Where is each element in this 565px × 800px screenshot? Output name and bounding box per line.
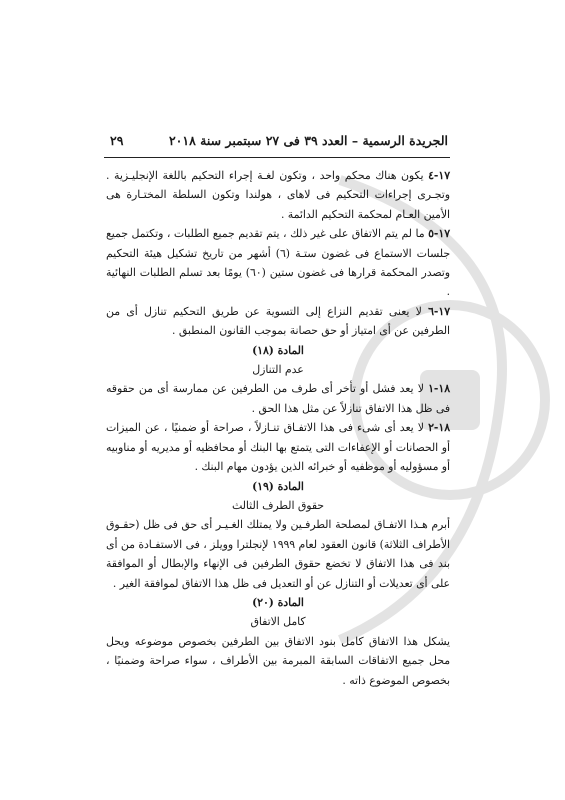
clause-number: ١٨-١ xyxy=(428,382,450,396)
clause-number: ١٧-٤ xyxy=(428,169,450,182)
page-header xyxy=(108,133,448,153)
clause-17-4 xyxy=(106,166,450,224)
clause-18-1 xyxy=(106,379,450,418)
article-19-title: المادة (١٩) xyxy=(252,479,304,493)
clause-text: ما لم يتم الاتفاق على غير ذلك ، يتم تقديم جميع الطلبات ، وتكتمل جميع جلسات الاستماع فى غضون ستـة (٦) أشهر من تاريخ تشكيل هيئة التحكيم وتصدر المحكمة قرارها فى غضون ستين (٦٠) يومًا بعد تسلم الطلبات النهائية . xyxy=(106,227,450,299)
article-18-subtitle: عدم التنازل xyxy=(252,363,304,377)
clause-17-6 xyxy=(106,302,450,341)
article-19-subtitle: حقوق الطرف الثالث xyxy=(232,498,324,512)
article-18-title: المادة (١٨) xyxy=(252,343,304,357)
clause-text: لا يعد أى شىء فى هذا الاتفـاق تنـازلاً ، صراحة أو ضمنيًا ، عن الميزات أو الحصانات أو الإعفاءات التى يتمتع بها البنك أو محافظيه أو مديريه أو مناوبيه أو مسؤوليه أو موظفيه أو خبرائه الذين يؤدون مهام البنك . xyxy=(106,421,450,474)
clause-number: ١٧-٦ xyxy=(428,304,450,318)
clause-text: لا يعنى تقديم النزاع إلى التسوية عن طريق التحكيم تنازل أى من الطرفين عن أى امتياز أو حق حصانة بموجب القانون المنطبق . xyxy=(106,304,450,338)
clause-17-5 xyxy=(106,224,450,302)
article-20-text: يشكل هذا الاتفاق كامل بنود الاتفاق بين الطرفين بخصوص موضوعه ويحل محل جميع الاتفاقات السابقة المبرمة بين الأطراف ، سواء صراحة وضمنيًا ، بخصوص الموضوع ذاته . xyxy=(106,634,450,687)
clause-text: لا يعد فشل أو تأخر أى طرف من الطرفين عن ممارسة أى من حقوقه فى ظل هذا الاتفاق تنازلاً عن مثل هذا الحق . xyxy=(106,382,450,415)
gazette-header-title: الجريدة الرسمية – العدد ٣٩ فى ٢٧ سبتمبر سنة ٢٠١٨ xyxy=(168,133,448,148)
clause-text: يكون هناك محكم واحد ، وتكون لغـة إجراء التحكيم باللغة الإنجليـزية . وتجـرى إجراءات التحكيم فى لاهاى ، هولندا وتكون السلطة المختـارة هى الأمين العـام لمحكمة التحكيم الدائمة . xyxy=(106,169,450,221)
clause-number: ١٧-٥ xyxy=(428,227,450,241)
article-20-subtitle: كامل الاتفاق xyxy=(250,615,306,629)
header-divider xyxy=(104,157,450,158)
page-number: ٢٩ xyxy=(110,133,124,148)
clause-18-2 xyxy=(106,418,450,476)
article-19-text: أبرم هـذا الاتفـاق لمصلحة الطرفـين ولا يمتلك الغـيـر أى حق فى ظل (حقـوق الأطراف الثلاثة) قانون العقود لعام ١٩٩٩ لإنجلترا وويلز ، فى الاستفـادة من أى بند فى هذا الاتفاق لا تخضع حقوق الطرفين فى الإنهاء والإبطال أو الموافقة على أى تعديلات أو التنازل عن أو التعديل فى ظل هذا الاتفاق لموافقة الغير . xyxy=(106,518,450,590)
clause-number: ١٨-٢ xyxy=(428,421,450,435)
article-20-title: المادة (٢٠) xyxy=(252,595,304,609)
document-body xyxy=(106,166,450,690)
